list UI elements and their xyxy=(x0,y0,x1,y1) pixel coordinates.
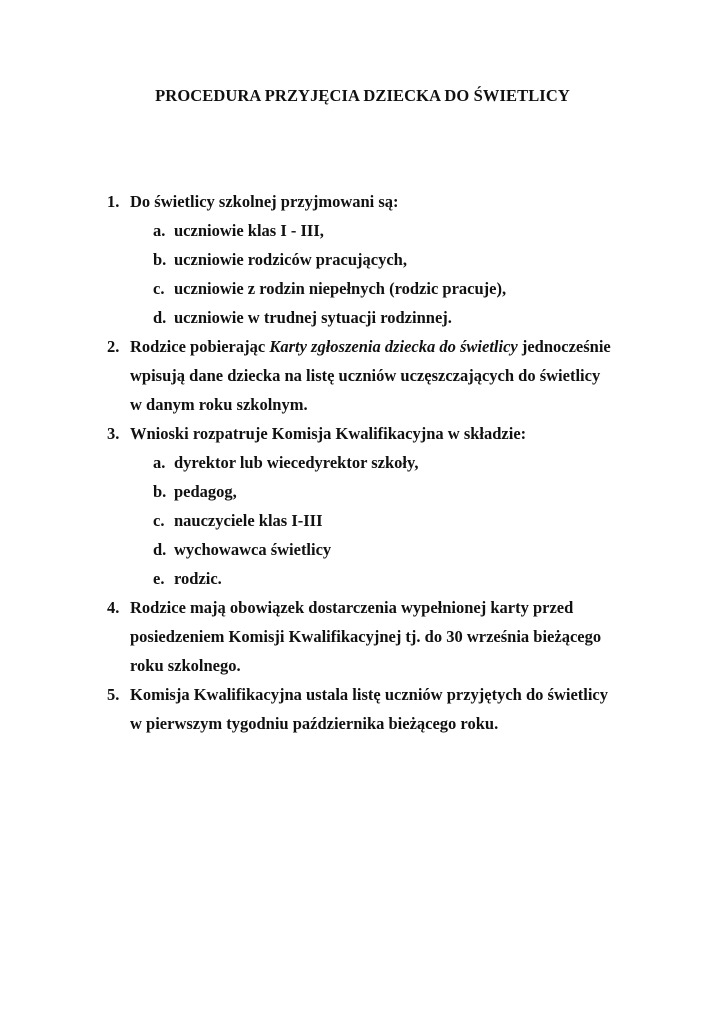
sub-item-text: nauczyciele klas I-III xyxy=(174,511,323,530)
sub-item-mark: d. xyxy=(153,540,167,559)
item-text: Komisja Kwalifikacyjna ustala listę uczniów przyjętych do świetlicy xyxy=(130,685,609,704)
sub-list-item xyxy=(130,448,667,477)
list-item-5 xyxy=(107,680,667,738)
sub-item-text: wychowawca świetlicy xyxy=(174,540,332,559)
sub-item-text: uczniowie klas I - III, xyxy=(174,221,324,240)
procedure-list xyxy=(107,187,667,738)
sub-item-text: dyrektor lub wiecedyrektor szkoły, xyxy=(174,453,419,472)
item-text: wpisują dane dziecka na listę uczniów uczęszczających do świetlicy xyxy=(130,366,601,385)
page-title: PROCEDURA PRZYJĘCIA DZIECKA DO ŚWIETLICY xyxy=(155,86,570,105)
item-text: Rodzice mają obowiązek dostarczenia wypełnionej karty przed xyxy=(130,598,574,617)
sub-item-text: uczniowie z rodzin niepełnych (rodzic pracuje), xyxy=(174,279,507,298)
sub-list-item xyxy=(130,216,667,245)
sub-item-mark: c. xyxy=(153,279,165,298)
sub-item-mark: e. xyxy=(153,569,165,588)
item-text: Do świetlicy szkolnej przyjmowani są: xyxy=(130,192,399,211)
item-number: 3. xyxy=(107,424,120,443)
sub-item-mark: a. xyxy=(153,221,166,240)
item-number: 4. xyxy=(107,598,120,617)
sub-item-text: rodzic. xyxy=(174,569,222,588)
sub-item-mark: a. xyxy=(153,453,166,472)
sub-list-item xyxy=(130,564,667,593)
form-title-italic: Karty zgłoszenia dziecka do świetlicy xyxy=(269,337,518,356)
sub-list-item xyxy=(130,506,667,535)
sub-item-text: uczniowie rodziców pracujących, xyxy=(174,250,407,269)
sub-list xyxy=(130,448,667,593)
sub-item-mark: b. xyxy=(153,250,167,269)
item-text: Wnioski rozpatruje Komisja Kwalifikacyjna w składzie: xyxy=(130,424,527,443)
sub-item-text: pedagog, xyxy=(174,482,237,501)
sub-list-item xyxy=(130,535,667,564)
list-item-2 xyxy=(107,332,667,419)
list-item-3 xyxy=(107,419,667,593)
list-item-1 xyxy=(107,187,667,332)
sub-list-item xyxy=(130,303,667,332)
item-text-after: jednocześnie xyxy=(517,337,611,356)
item-text: posiedzeniem Komisji Kwalifikacyjnej tj. do 30 września bieżącego xyxy=(130,627,602,646)
item-text-before: Rodzice pobierając xyxy=(130,337,270,356)
sub-list xyxy=(130,216,667,332)
sub-list-item xyxy=(130,245,667,274)
item-text: w pierwszym tygodniu października bieżącego roku. xyxy=(130,714,499,733)
sub-item-mark: b. xyxy=(153,482,167,501)
item-number: 1. xyxy=(107,192,120,211)
item-text: w danym roku szkolnym. xyxy=(130,395,308,414)
item-number: 5. xyxy=(107,685,120,704)
sub-item-text: uczniowie w trudnej sytuacji rodzinnej. xyxy=(174,308,452,327)
item-text: roku szkolnego. xyxy=(130,656,241,675)
sub-list-item xyxy=(130,477,667,506)
sub-item-mark: c. xyxy=(153,511,165,530)
sub-list-item xyxy=(130,274,667,303)
sub-item-mark: d. xyxy=(153,308,167,327)
list-item-4 xyxy=(107,593,667,680)
item-number: 2. xyxy=(107,337,120,356)
item-text-line xyxy=(130,332,667,361)
